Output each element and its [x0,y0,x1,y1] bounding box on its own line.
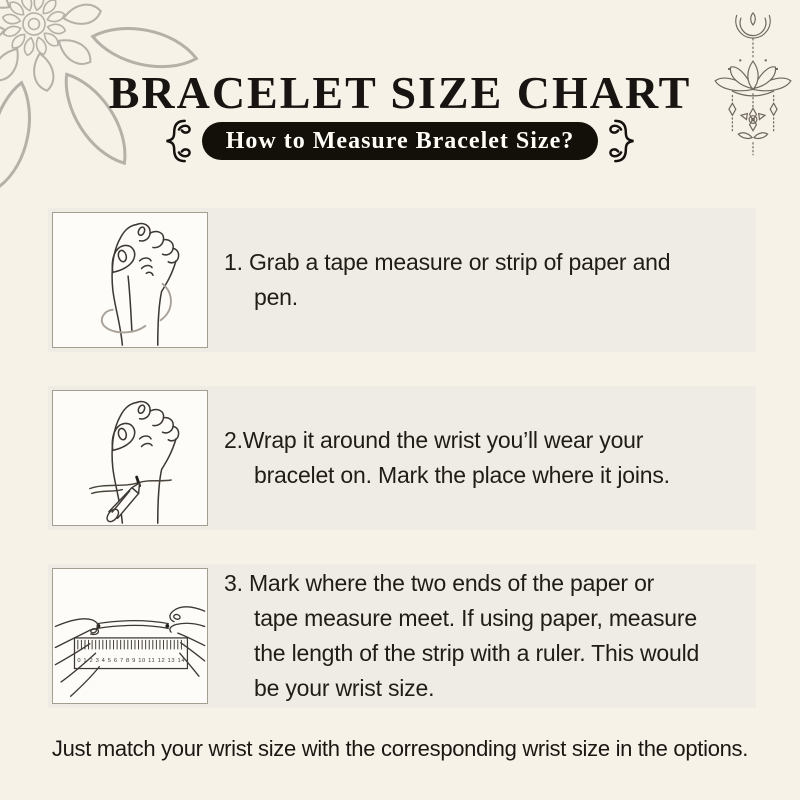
step-line: pen. [254,284,298,310]
step-line: the length of the strip with a ruler. This would [254,640,700,666]
step-1-illustration-card [52,212,208,348]
fist-hand-with-pen-icon [53,391,207,525]
step-2-text [224,423,670,493]
right-flourish-icon [607,119,637,163]
step-2-illustration-card [52,390,208,526]
badge-row [0,120,800,162]
step-3-text [224,566,699,706]
step-line: 3. Mark where the two ends of the paper or [224,570,655,596]
step-3-row [48,564,756,708]
footer-note: Just match your wrist size with the corresponding wrist size in the options. [51,736,749,761]
how-to-measure-badge: How to Measure Bracelet Size? [202,122,598,160]
step-line: bracelet on. Mark the place where it joins. [254,462,670,488]
step-1-row [48,208,756,352]
step-1-text [224,245,670,315]
steps-list [48,208,756,708]
ruler-numbers: 0 1 2 3 4 5 6 7 8 9 10 11 12 13 14 [77,657,185,664]
step-2-row [48,386,756,530]
step-line: 1. Grab a tape measure or strip of paper and [224,249,671,275]
step-line: be your wrist size. [254,675,435,701]
page-title: BRACELET SIZE CHART [108,67,692,118]
step-line: 2.Wrap it around the wrist you’ll wear your [224,427,644,453]
fist-hand-with-tape-icon [53,213,207,347]
step-3-illustration-card [52,568,208,704]
left-flourish-icon [163,119,193,163]
step-line: tape measure meet. If using paper, measure [254,605,697,631]
hands-holding-strip-over-ruler-icon [53,569,207,703]
